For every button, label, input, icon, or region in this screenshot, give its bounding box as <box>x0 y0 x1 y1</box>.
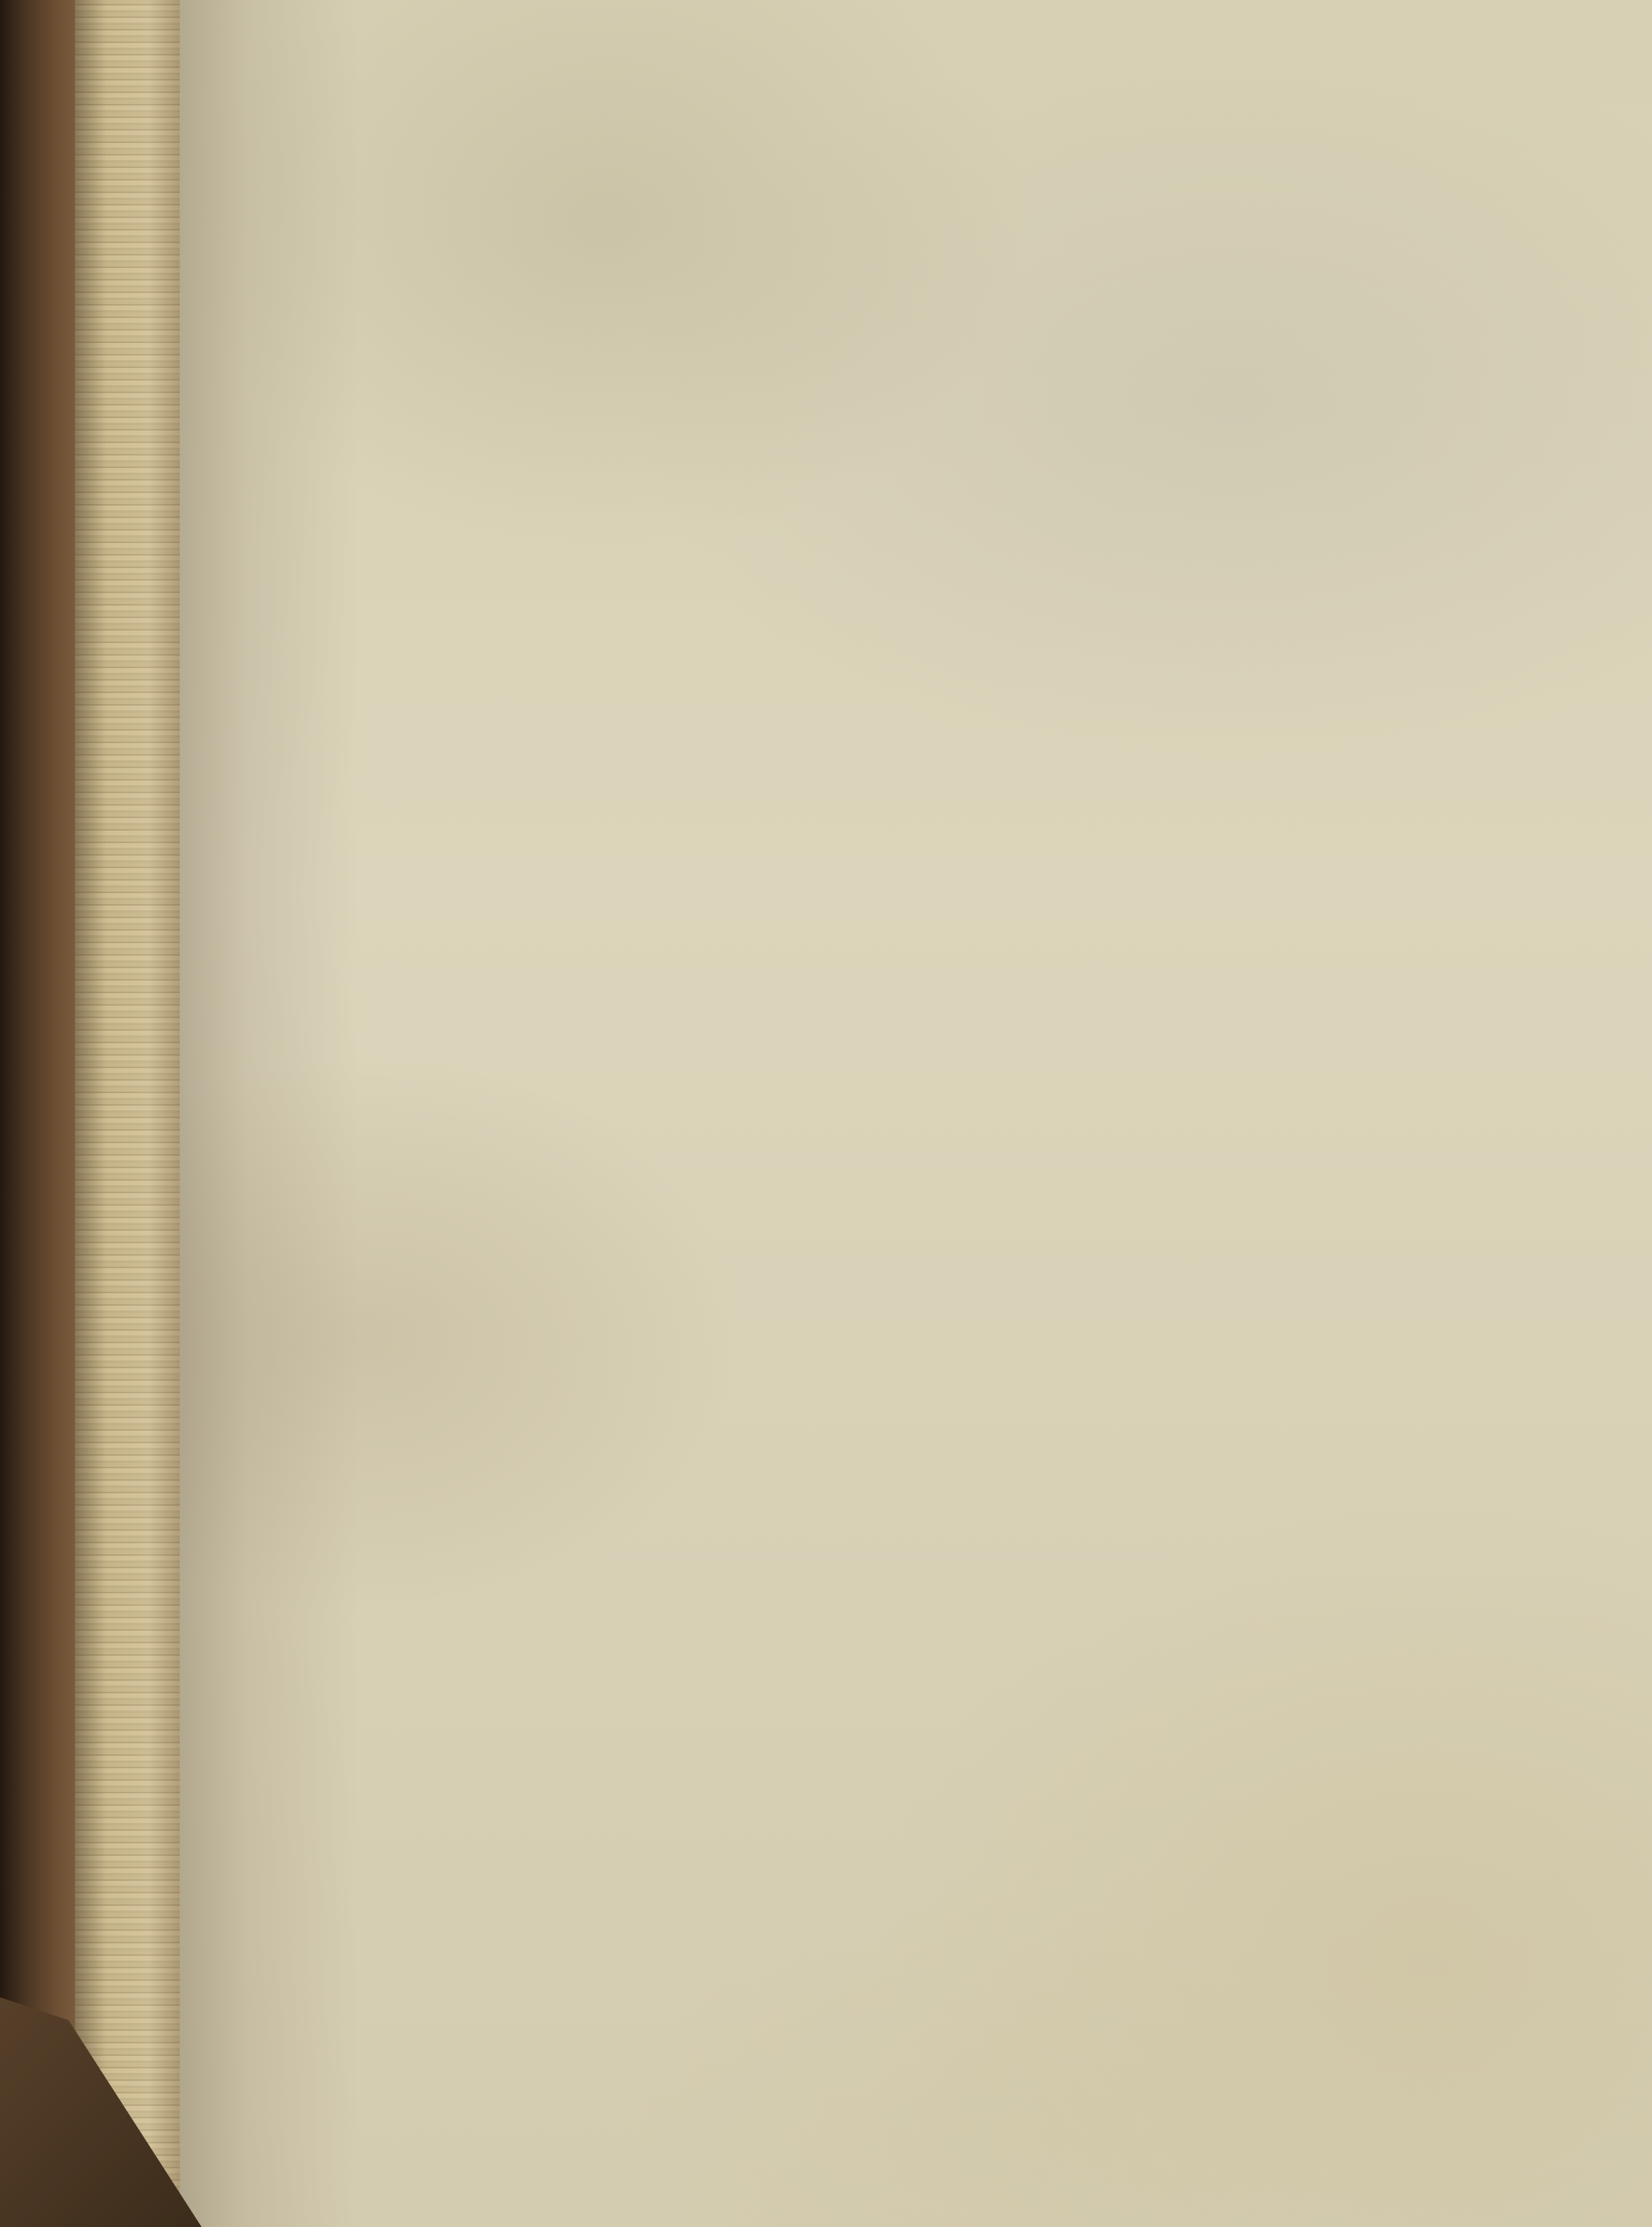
page-edge-stack <box>75 0 180 2227</box>
parchment-page <box>156 0 1652 2227</box>
binding-spine <box>0 0 78 2227</box>
right-page-edge <box>1574 0 1652 2227</box>
gutter-shadow <box>156 0 359 2227</box>
